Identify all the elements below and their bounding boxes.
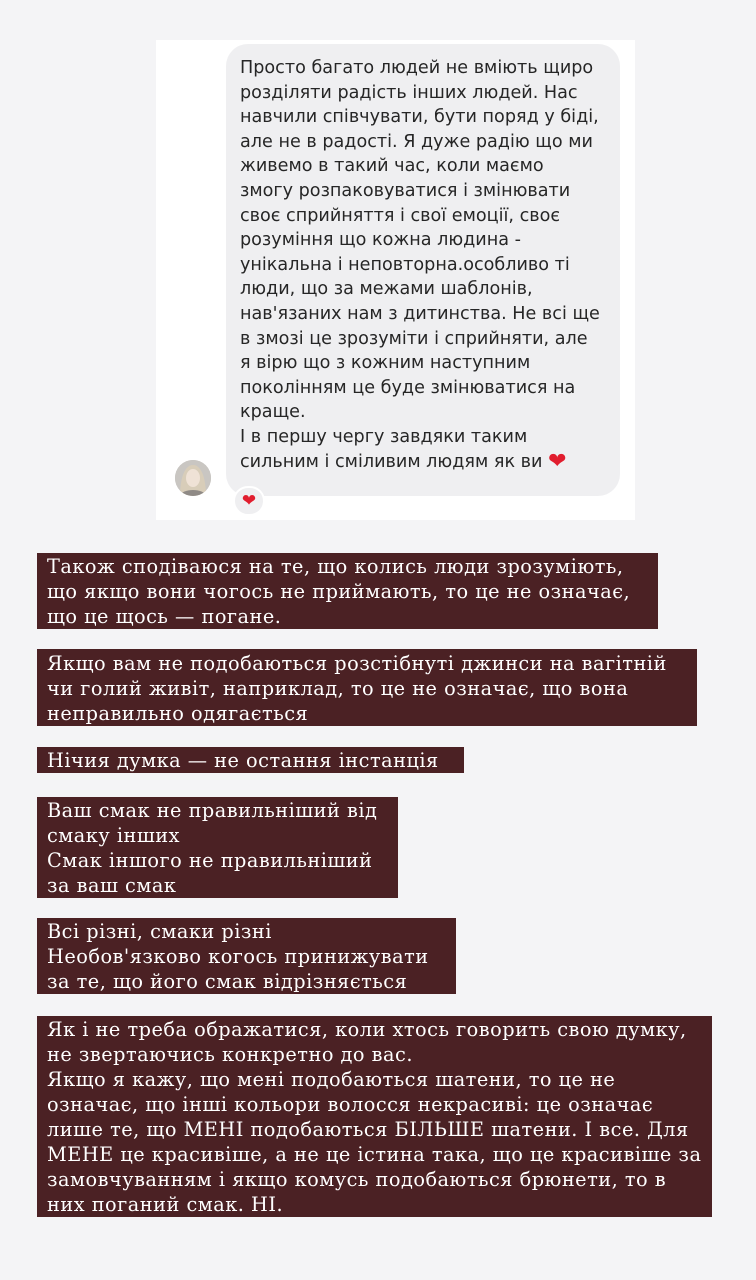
caption-block-5: Всі різні, смаки різні Необов'язково когось принижувати за те, що його смак відрізняється [37,918,456,994]
caption-block-1: Також сподіваюся на те, що колись люди зрозуміють, що якщо вони чогось не приймають, то це не означає, що це щось — погане. [37,553,658,629]
red-heart-icon: ❤ [241,491,257,511]
message-body: Просто багато людей не вміють щиро розділяти радість інших людей. Нас навчили співчувати, бути поряд у біді, але не в радості. Я дуже радію що ми живемо в такий час, коли маємо змогу розпаковуватися і змінювати своє сприйняття і свої емоції, своє розуміння що кожна людина - унікальна і неповторна.особливо ті люди, що за межами шаблонів, нав'язаних нам з дитинства. Не всі ще в змозі це зрозуміти і сприйняти, але я вірю що з кожним наступним поколінням це буде змінюватися на краще. І в першу чергу завдяки таким сильним і сміливим людям як ви [240,58,600,472]
red-heart-icon: ❤ [548,448,567,474]
caption-block-6: Як і не треба ображатися, коли хтось говорить свою думку, не звертаючись конкретно до вас. Якщо я кажу, що мені подобаються шатени, то це не означає, що інші кольори волосся некрасиві: це означає лише те, що МЕНІ подобаються БІЛЬШЕ шатени. І все. Для МЕНЕ це красивіше, а не це істина така, що це красивіше за замовчуванням і якщо комусь подобаються брюнети, то в них поганий смак. НІ. [37,1016,712,1217]
message-text [240,56,602,474]
caption-block-4: Ваш смак не правильніший від смаку інших Смак іншого не правильніший за ваш смак [37,797,398,898]
user-avatar-icon [175,460,211,496]
avatar [175,460,211,496]
caption-block-2: Якщо вам не подобаються розстібнуті джинси на вагітній чи голий живіт, наприклад, то це не означає, що вона неправильно одягається [37,649,697,726]
heart-reaction[interactable] [233,486,265,516]
caption-block-3: Нічия думка — не остання інстанція [37,747,464,773]
message-bubble [226,44,620,496]
